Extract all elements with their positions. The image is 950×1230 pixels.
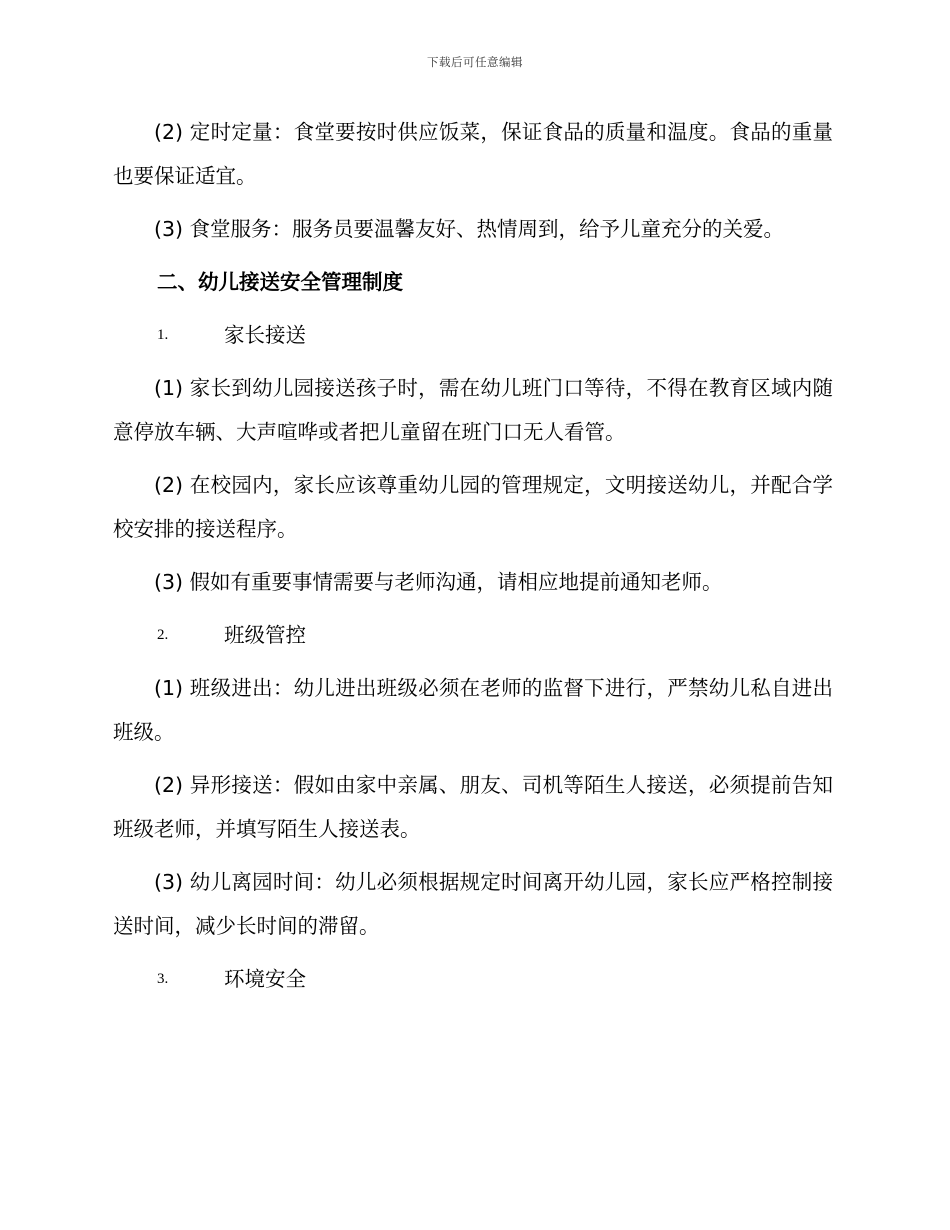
section-heading: 二、幼儿接送安全管理制度 bbox=[157, 270, 403, 294]
item-label: 班级管控 bbox=[224, 623, 306, 647]
page-header: 下载后可任意编辑 bbox=[427, 55, 523, 69]
paragraph: (1) 家长到幼儿园接送孩子时，需在幼儿班门口等待，不得在教育区域内随意停放车辆、大声喧哗或者把儿童留在班门口无人看管。 bbox=[113, 376, 833, 444]
paragraph: (2) 在校园内，家长应该尊重幼儿园的管理规定，文明接送幼儿，并配合学校安排的接送程序。 bbox=[113, 473, 833, 541]
document-body bbox=[113, 110, 833, 1010]
item-number: 3. bbox=[157, 971, 169, 987]
numbered-subheading bbox=[113, 957, 833, 1001]
paragraph: (1) 班级进出：幼儿进出班级必须在老师的监督下进行，严禁幼儿私自进出班级。 bbox=[113, 676, 833, 744]
item-number: 1. bbox=[157, 327, 169, 343]
numbered-subheading bbox=[113, 313, 833, 357]
paragraph: (2) 定时定量：食堂要按时供应饭菜，保证食品的质量和温度。食品的重量也要保证适宜。 bbox=[113, 120, 833, 188]
paragraph: (3) 假如有重要事情需要与老师沟通，请相应地提前通知老师。 bbox=[154, 570, 723, 594]
numbered-subheading bbox=[113, 613, 833, 657]
paragraph: (3) 食堂服务：服务员要温馨友好、热情周到，给予儿童充分的关爱。 bbox=[154, 217, 785, 241]
paragraph: (2) 异形接送：假如由家中亲属、朋友、司机等陌生人接送，必须提前告知班级老师，并填写陌生人接送表。 bbox=[113, 773, 833, 841]
item-label: 家长接送 bbox=[224, 323, 306, 347]
item-label: 环境安全 bbox=[224, 967, 306, 991]
paragraph: (3) 幼儿离园时间：幼儿必须根据规定时间离开幼儿园，家长应严格控制接送时间，减少长时间的滞留。 bbox=[113, 870, 833, 938]
item-number: 2. bbox=[157, 627, 169, 643]
